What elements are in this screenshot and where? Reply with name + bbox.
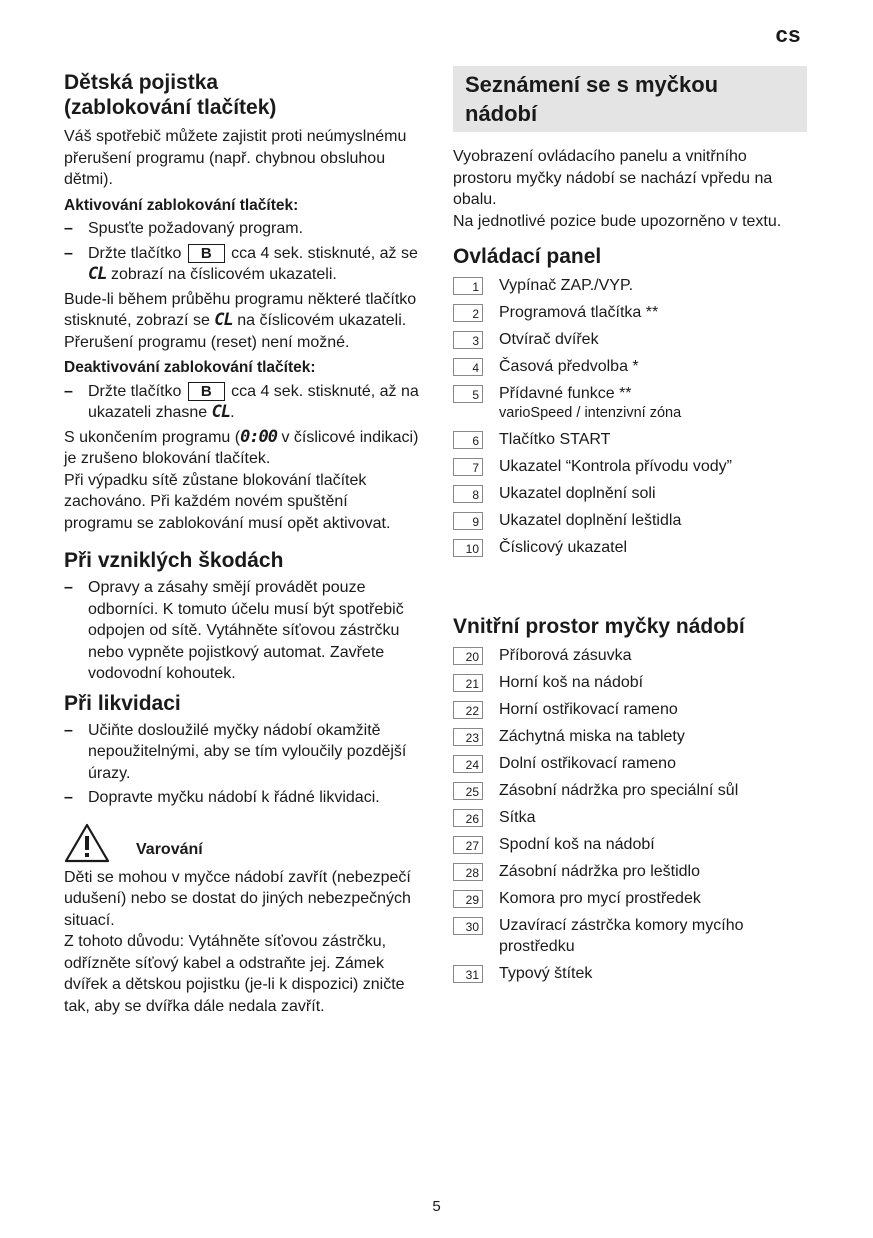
disposal-item-2: – Dopravte myčku nádobí k řádné likvidaci. [64, 787, 420, 809]
damage-list [64, 577, 420, 685]
item-number-box: 4 [453, 358, 483, 376]
panel-title: Ovládací panel [453, 245, 602, 268]
item-text [499, 915, 809, 957]
key-b-icon: B [188, 244, 225, 263]
item-text [499, 963, 809, 984]
list-item [453, 383, 809, 423]
list-item [453, 302, 809, 323]
list-item [453, 329, 809, 350]
press-text: Bude-li během průběhu programu některé tlačítko stisknuté, zobrazí se CL na číslicovém ukazateli. Přerušení programu (reset) není možné. [64, 290, 417, 351]
item-label: Spodní koš na nádobí [499, 836, 655, 853]
item-text [499, 726, 809, 747]
list-item [453, 429, 809, 450]
list-item [453, 672, 809, 693]
item-number-box: 27 [453, 836, 483, 854]
deactivate-steps [64, 381, 420, 424]
item-label: Dolní ostřikovací rameno [499, 755, 676, 772]
list-item [453, 645, 809, 666]
list-item [453, 888, 809, 909]
item-label: Komora pro mycí prostředek [499, 890, 701, 907]
child-lock-intro: Váš spotřebič můžete zajistit proti neúmyslnému přerušení programu (např. chybnou obsluhou dětmi). [64, 128, 407, 188]
item-note: varioSpeed / intenzivní zóna [499, 405, 682, 421]
disposal-item-1: – Učiňte dosloužilé myčky nádobí okamžitě nepoužitelnými, aby se tím vyloučily pozdější úrazy. [64, 720, 420, 785]
item-number-box: 9 [453, 512, 483, 530]
item-text [499, 699, 809, 720]
child-lock-title: Dětská pojistka (zablokování tlačítek) [64, 71, 277, 119]
intro-text-1: Vyobrazení ovládacího panelu a vnitřního prostoru myčky nádobí se nachází vpředu na obalu. [453, 148, 773, 208]
key-b-icon: B [188, 382, 225, 401]
intro-title: Seznámení se s myčkou nádobí [465, 72, 719, 126]
page-number: 5 [432, 1198, 441, 1215]
list-item [453, 915, 809, 957]
warning-label: Varování [136, 841, 203, 858]
item-label: Ukazatel “Kontrola přívodu vody” [499, 458, 732, 475]
display-cl-icon: CL [214, 310, 233, 330]
item-label: Typový štítek [499, 965, 593, 982]
item-text [499, 483, 809, 504]
item-label: Záchytná miska na tablety [499, 728, 685, 745]
left-column [64, 70, 420, 1017]
right-column [453, 66, 809, 990]
item-label: Tlačítko START [499, 431, 611, 448]
item-text [499, 275, 809, 296]
panel-list [453, 275, 809, 558]
item-number-box: 30 [453, 917, 483, 935]
display-000-icon: 0:00 [240, 426, 278, 447]
item-text [499, 383, 809, 423]
display-cl-icon: CL [211, 402, 231, 422]
item-text [499, 537, 809, 558]
item-text [499, 888, 809, 909]
item-text [499, 510, 809, 531]
item-number-box: 29 [453, 890, 483, 908]
item-label: Časová předvolba * [499, 358, 639, 375]
activate-step-1: – Spusťte požadovaný program. [64, 218, 420, 240]
item-number-box: 20 [453, 647, 483, 665]
list-item [453, 834, 809, 855]
list-item [453, 510, 809, 531]
intro-title-box [453, 66, 807, 132]
item-number-box: 31 [453, 965, 483, 983]
item-number-box: 6 [453, 431, 483, 449]
item-number-box: 7 [453, 458, 483, 476]
item-number-box: 3 [453, 331, 483, 349]
power-text: Při výpadku sítě zůstane blokování tlačítek zachováno. Při každém novém spuštění programu se zablokování musí opět aktivovat. [64, 471, 391, 532]
item-text [499, 807, 809, 828]
item-label: Otvírač dvířek [499, 331, 599, 348]
item-number-box: 26 [453, 809, 483, 827]
item-number-box: 21 [453, 674, 483, 692]
item-label: Uzavírací zástrčka komory mycího prostředku [499, 917, 744, 955]
list-item [453, 699, 809, 720]
list-item [453, 537, 809, 558]
item-text [499, 356, 809, 377]
item-number-box: 5 [453, 385, 483, 403]
disposal-title: Při likvidaci [64, 691, 181, 715]
item-text [499, 429, 809, 450]
item-number-box: 8 [453, 485, 483, 503]
item-number-box: 25 [453, 782, 483, 800]
item-label: Sítka [499, 809, 536, 826]
list-item [453, 753, 809, 774]
item-number-box: 24 [453, 755, 483, 773]
list-item [453, 456, 809, 477]
item-label: Zásobní nádržka pro speciální sůl [499, 782, 739, 799]
item-label: Ukazatel doplnění leštidla [499, 512, 682, 529]
interior-list [453, 645, 809, 984]
end-text: S ukončením programu (0:00 v číslicové indikaci) je zrušeno blokování tlačítek. [64, 426, 419, 467]
item-label: Příborová zásuvka [499, 647, 632, 664]
intro-text-2: Na jednotlivé pozice bude upozorněno v textu. [453, 212, 782, 230]
item-text [499, 834, 809, 855]
item-label: Programová tlačítka ** [499, 304, 659, 321]
item-text [499, 861, 809, 882]
list-item [453, 356, 809, 377]
item-text [499, 329, 809, 350]
item-label: Horní koš na nádobí [499, 674, 644, 691]
warning-text-2: Z tohoto důvodu: Vytáhněte síťovou zástrčku, odřízněte síťový kabel a odstraňte jej. Zámek dvířek a dětskou pojistku (je-li k dispozici) zničte tak, aby se dvířka dále nedala zavřít. [64, 933, 405, 1015]
disposal-list [64, 720, 420, 809]
item-number-box: 28 [453, 863, 483, 881]
item-text [499, 456, 809, 477]
item-number-box: 2 [453, 304, 483, 322]
list-item [453, 963, 809, 984]
item-number-box: 23 [453, 728, 483, 746]
list-item [453, 780, 809, 801]
item-text [499, 753, 809, 774]
deactivate-step-1: – Držte tlačítko B cca 4 sek. stisknuté, až na ukazateli zhasne CL. [64, 381, 420, 424]
language-code: cs [775, 22, 801, 47]
item-label: Ukazatel doplnění soli [499, 485, 656, 502]
interior-title: Vnitřní prostor myčky nádobí [453, 615, 745, 638]
activate-step-2: – Držte tlačítko B cca 4 sek. stisknuté, až se CL zobrazí na číslicovém ukazateli. [64, 243, 420, 286]
deactivate-heading: Deaktivování zablokování tlačítek: [64, 359, 316, 376]
item-number-box: 10 [453, 539, 483, 557]
warning-text-1: Děti se mohou v myčce nádobí zavřít (nebezpečí udušení) nebo se dostat do jiných nebezpečných situací. [64, 868, 411, 929]
activate-steps [64, 218, 420, 286]
item-number-box: 22 [453, 701, 483, 719]
item-label: Přídavné funkce ** [499, 385, 632, 402]
item-text [499, 780, 809, 801]
list-item [453, 861, 809, 882]
item-label: Zásobní nádržka pro leštidlo [499, 863, 700, 880]
item-number-box: 1 [453, 277, 483, 295]
item-text [499, 645, 809, 666]
item-text [499, 672, 809, 693]
warning-header [64, 823, 420, 863]
item-text [499, 302, 809, 323]
item-label: Vypínač ZAP./VYP. [499, 277, 634, 294]
list-item [453, 483, 809, 504]
damage-title: Při vzniklých škodách [64, 549, 284, 572]
warning-triangle-icon [64, 823, 110, 863]
item-label: Číslicový ukazatel [499, 539, 628, 556]
list-item [453, 275, 809, 296]
activate-heading: Aktivování zablokování tlačítek: [64, 196, 299, 214]
damage-item: – Opravy a zásahy smějí provádět pouze odborníci. K tomuto účelu musí být spotřebič odpojen od sítě. Vytáhněte síťovou zástrčku nebo vypněte pojistkový automat. Zavřete vodovodní kohoutek. [64, 577, 420, 685]
list-item [453, 807, 809, 828]
item-label: Horní ostřikovací rameno [499, 701, 678, 718]
display-cl-icon: CL [88, 264, 107, 284]
list-item [453, 726, 809, 747]
